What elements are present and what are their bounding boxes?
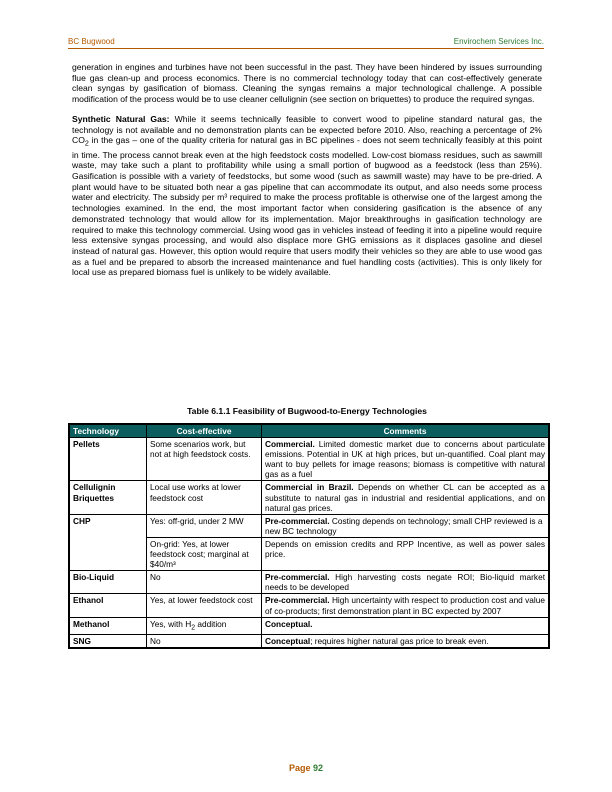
table-row xyxy=(69,514,549,537)
comment-text: ; requires higher natural gas price to break even. xyxy=(310,636,489,647)
header-right-company: Envirochem Services Inc. xyxy=(453,37,544,46)
comment-text: Costing depends on technology; small CHP reviewed is a new BC technology xyxy=(265,515,543,536)
status-label: Conceptual. xyxy=(265,618,313,629)
comment-cell xyxy=(262,617,550,635)
cost-cell: No xyxy=(147,571,262,594)
cost-cell: On-grid: Yes, at lower feedstock cost; marginal at $40/m³ xyxy=(147,537,262,570)
tech-cell: Pellets xyxy=(69,438,147,481)
table-header-row xyxy=(69,424,549,438)
status-label: Commercial. xyxy=(265,439,315,450)
comment-cell xyxy=(262,594,550,617)
status-label: Conceptual xyxy=(265,636,311,647)
table-caption: Table 6.1.1 Feasibility of Bugwood-to-Energy Technologies xyxy=(187,406,427,416)
comment-cell xyxy=(262,635,550,649)
paragraph-sng-title: Synthetic Natural Gas: xyxy=(72,113,170,124)
page-number: 92 xyxy=(313,763,324,773)
paragraph-sng-text-a: While it seems technically feasible to convert wood to pipeline standard natural gas, the technology is not available and no demonstration plants can be expected before 2010. Also, reaching a percentage of 2% CO xyxy=(72,113,542,146)
comment-text: Depends on whether CL can be accepted as a substitute to natural gas in industrial and residential applications, and on natural gas prices. xyxy=(265,482,545,513)
header-technology: Technology xyxy=(69,424,147,438)
header-left-title: BC Bugwood xyxy=(68,37,115,46)
page-label: Page xyxy=(288,763,313,773)
comment-cell: Depends on emission credits and RPP Incentive, as well as power sales price. xyxy=(262,537,550,570)
cost-cell: No xyxy=(147,635,262,649)
tech-cell: Ethanol xyxy=(69,594,147,617)
cost-cell: Yes: off-grid, under 2 MW xyxy=(147,514,262,537)
status-label: Pre-commercial. xyxy=(265,595,330,606)
tech-cell: Methanol xyxy=(69,617,147,635)
comment-cell xyxy=(262,438,550,481)
table-row xyxy=(69,481,549,514)
feasibility-table xyxy=(68,423,550,649)
paragraph-gasification: generation in engines and turbines have not been successful in the past. They have been hindered by issues surrounding flue gas clean-up and process economics. There is no commercial technology today that can cost-effectively generate clean syngas by gasification of biomass. Cleaning the syngas remains a major technological challenge. A possible modification of the process would be to use cleaner cellulignin (see section on briquettes) to produce the required syngas. xyxy=(72,62,542,105)
table-row xyxy=(69,594,549,617)
table-row xyxy=(69,617,549,635)
cost-cell: Local use works at lower feedstock cost xyxy=(147,481,262,514)
h2-subscript: 2 xyxy=(191,624,196,632)
paragraph-sng-text-b: in the gas – one of the quality criteria for natural gas in BC pipelines - does not seem technically feasibly at this point in time. The process cannot break even at the high feedstock costs modelled. Low-cost biomass residues, such as sawmill waste, may take such a plant to profitability while using a small portion of bugwood as a feedstock (less than 25%). Gasification is possible with a variety of feedstocks, but some wood (such as sawmill waste) may have to be pre-dried. A plant would have to be situated both near a gas pipeline that can accommodate its output, and also needs some process water and electricity. The subsidy per m³ required to make the process profitable is otherwise one of the largest among the technologies examined. In the end, the most important factor when considering gasification is the absence of any demonstrated technology that would allow for its implementation. Major breakthroughs in gasification technology are required to make this technology commercial. Using wood gas in vehicles instead of feeding it into a pipeline would require less extensive syngas processing, and would also displace more GHG emissions as it displaces gasoline and diesel instead of natural gas. However, this option would require that users modify their vehicles so they are able to use wood gas as a fuel and be prepared to absorb the increased maintenance and fuel handling costs (activities). This is only likely for local use as prepared biomass fuel is unlikely to be widely available. xyxy=(72,135,542,278)
comment-text: High uncertainty with respect to production cost and value of co-products; first demonstration plant in BC expected by 2007 xyxy=(265,595,545,616)
header-cost-effective: Cost-effective xyxy=(147,424,262,438)
page-footer xyxy=(0,763,612,773)
table-row xyxy=(69,438,549,481)
tech-cell: SNG xyxy=(69,635,147,649)
table-row xyxy=(69,571,549,594)
cost-cell xyxy=(147,617,262,635)
header-comments: Comments xyxy=(262,424,550,438)
body-text xyxy=(72,62,542,287)
paragraph-synthetic-natural-gas xyxy=(72,114,542,278)
comment-cell xyxy=(262,514,550,537)
tech-cell: CHP xyxy=(69,514,147,570)
cost-text-b: addition xyxy=(195,618,227,629)
cost-cell: Some scenarios work, but not at high feedstock costs. xyxy=(147,438,262,481)
comment-cell xyxy=(262,481,550,514)
co2-subscript: 2 xyxy=(84,139,89,148)
page-header xyxy=(68,36,544,49)
comment-text: High harvesting costs negate ROI; Bio-liquid market needs to be developed xyxy=(265,572,545,593)
status-label: Pre-commercial. xyxy=(265,572,330,583)
tech-cell: Cellulignin Briquettes xyxy=(69,481,147,514)
comment-text: Limited domestic market due to concerns about particulate emissions. Potential in UK at high prices, but un-quantified. Coal plant may want to buy pellets for image reasons; biomass is competitive with natural gas as a fuel xyxy=(265,439,545,480)
tech-cell: Bio-Liquid xyxy=(69,571,147,594)
comment-cell xyxy=(262,571,550,594)
table-row xyxy=(69,635,549,649)
status-label: Pre-commercial. xyxy=(265,515,330,526)
cost-text-a: Yes, with H xyxy=(150,618,192,629)
cost-cell: Yes, at lower feedstock cost xyxy=(147,594,262,617)
status-label: Commercial in Brazil. xyxy=(265,482,354,493)
